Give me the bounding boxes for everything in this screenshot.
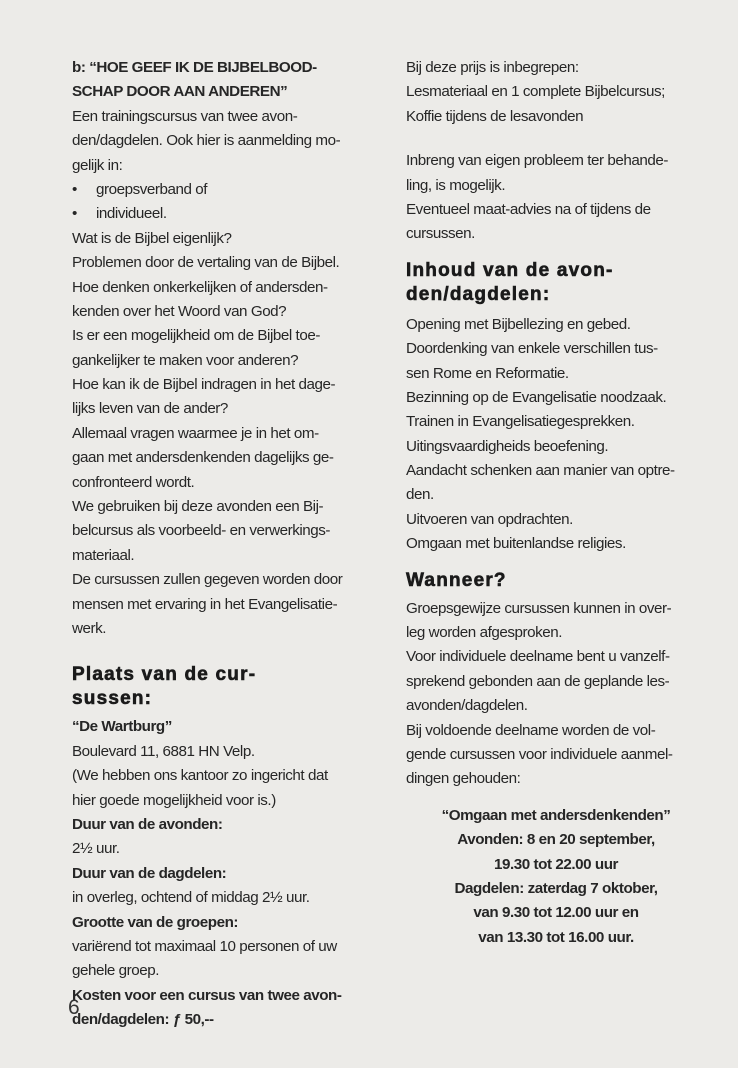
paragraph-line: Een trainingscursus van twee avon- bbox=[72, 107, 298, 125]
address: Boulevard 11, 6881 HN Velp. bbox=[72, 742, 255, 760]
bullet-item bbox=[72, 178, 392, 202]
heading-line: Wanneer? bbox=[406, 569, 507, 591]
heading-line: Inhoud van de avon- bbox=[406, 259, 614, 281]
paragraph-line: Hoe kan ik de Bijbel indragen in het dage- bbox=[72, 376, 336, 394]
extra-line: ling, is mogelijk. bbox=[406, 176, 506, 194]
cost: den/dagdelen: ƒ 50,-- bbox=[72, 1011, 214, 1029]
content-line: Bezinning op de Evangelisatie noodzaak. bbox=[406, 388, 667, 406]
included-line: Bij deze prijs is inbegrepen: bbox=[406, 59, 579, 76]
schedule-line: Avonden: 8 en 20 september, bbox=[457, 831, 655, 849]
heading-line: den/dagdelen: bbox=[406, 283, 551, 305]
when-line: leg worden afgesproken. bbox=[406, 624, 562, 642]
bullet-text: groepsverband of bbox=[96, 180, 208, 198]
bullet-icon: • bbox=[72, 180, 77, 198]
when-line: avonden/dagdelen. bbox=[406, 697, 528, 715]
duration-parts-label: Duur van de dagdelen: bbox=[72, 864, 227, 882]
paragraph-line: werk. bbox=[72, 619, 107, 637]
content-line: den. bbox=[406, 486, 434, 504]
paragraph-line: confronteerd wordt. bbox=[72, 473, 195, 491]
paragraph-line: materiaal. bbox=[72, 546, 135, 564]
section-title: SCHAP DOOR AAN ANDEREN” bbox=[72, 83, 288, 101]
content-line: Aandacht schenken aan manier van optre- bbox=[406, 462, 675, 480]
when-line: Bij voldoende deelname worden de vol- bbox=[406, 721, 656, 739]
content-list bbox=[406, 313, 726, 557]
when-heading bbox=[406, 569, 726, 593]
extra-line: Eventueel maat-advies na of tijdens de bbox=[406, 200, 651, 218]
schedule-block bbox=[406, 804, 706, 950]
paragraph-line: gelijk in: bbox=[72, 156, 123, 174]
paragraph-line: Wat is de Bijbel eigenlijk? bbox=[72, 229, 232, 247]
section-title: b: “HOE GEEF IK DE BIJBELBOOD- bbox=[72, 59, 317, 76]
content-line: Omgaan met buitenlandse religies. bbox=[406, 535, 626, 553]
heading-line: Plaats van de cur- bbox=[72, 664, 257, 686]
included-line: Lesmateriaal en 1 complete Bijbelcursus; bbox=[406, 83, 665, 101]
duration-parts: in overleg, ochtend of middag 2½ uur. bbox=[72, 889, 310, 907]
duration-evenings: 2½ uur. bbox=[72, 840, 120, 858]
bullet-icon: • bbox=[72, 205, 77, 223]
paragraph-line: We gebruiken bij deze avonden een Bij- bbox=[72, 498, 324, 516]
when-line: gende cursussen voor individuele aanmel- bbox=[406, 745, 673, 763]
left-column bbox=[72, 56, 392, 1032]
when-line: dingen gehouden: bbox=[406, 770, 521, 788]
extra-line: Inbreng van eigen probleem ter behande- bbox=[406, 152, 668, 170]
when-line: Groepsgewijze cursussen kunnen in over- bbox=[406, 599, 672, 617]
schedule-line: van 9.30 tot 12.00 uur en bbox=[473, 904, 639, 922]
extra-line: cursussen. bbox=[406, 225, 475, 243]
content-line: Uitvoeren van opdrachten. bbox=[406, 510, 573, 528]
group-size: gehele groep. bbox=[72, 962, 160, 980]
paragraph-line: Problemen door de vertaling van de Bijbel. bbox=[72, 254, 340, 272]
schedule-line: Dagdelen: zaterdag 7 oktober, bbox=[454, 879, 658, 897]
schedule-line: 19.30 tot 22.00 uur bbox=[494, 855, 618, 873]
content-heading bbox=[406, 259, 726, 307]
paragraph-line: belcursus als voorbeeld- en verwerkings- bbox=[72, 522, 331, 540]
paragraph-line: Is er een mogelijkheid om de Bijbel toe- bbox=[72, 327, 320, 345]
office-note: hier goede mogelijkheid voor is.) bbox=[72, 791, 276, 809]
right-column bbox=[406, 56, 726, 950]
paragraph-line: kenden over het Woord van God? bbox=[72, 302, 287, 320]
place-details bbox=[72, 715, 392, 1032]
place-name: “De Wartburg” bbox=[72, 718, 172, 736]
paragraph-line: Allemaal vragen waarmee je in het om- bbox=[72, 424, 319, 442]
content-line: Opening met Bijbellezing en gebed. bbox=[406, 315, 631, 333]
when-block bbox=[406, 597, 726, 792]
when-line: Voor individuele deelname bent u vanzelf- bbox=[406, 648, 670, 666]
office-note: (We hebben ons kantoor zo ingericht dat bbox=[72, 767, 328, 785]
group-size: variërend tot maximaal 10 personen of uw bbox=[72, 937, 337, 955]
paragraph-line: lijks leven van de ander? bbox=[72, 400, 228, 418]
content-line: Trainen in Evangelisatiegesprekken. bbox=[406, 413, 635, 431]
place-heading bbox=[72, 663, 392, 711]
paragraph-line: Hoe denken onkerkelijken of andersden- bbox=[72, 278, 328, 296]
paragraph-line: den/dagdelen. Ook hier is aanmelding mo- bbox=[72, 132, 341, 150]
schedule-line: van 13.30 tot 16.00 uur. bbox=[478, 928, 634, 946]
paragraph-line: gaan met andersdenkenden dagelijks ge- bbox=[72, 449, 334, 467]
duration-evenings-label: Duur van de avonden: bbox=[72, 815, 223, 833]
paragraph-line: gankelijker te maken voor anderen? bbox=[72, 351, 299, 369]
included-line: Koffie tijdens de lesavonden bbox=[406, 107, 584, 125]
schedule-line: “Omgaan met andersdenkenden” bbox=[441, 806, 671, 824]
page-number: 6 bbox=[68, 996, 80, 1019]
bullet-item bbox=[72, 202, 392, 226]
content-line: sen Rome en Reformatie. bbox=[406, 364, 569, 382]
paragraph-line: De cursussen zullen gegeven worden door bbox=[72, 571, 343, 589]
content-line: Doordenking van enkele verschillen tus- bbox=[406, 340, 658, 358]
when-line: sprekend gebonden aan de geplande les- bbox=[406, 672, 670, 690]
bullet-text: individueel. bbox=[96, 205, 167, 223]
extra-block bbox=[406, 149, 726, 247]
heading-line: sussen: bbox=[72, 688, 153, 710]
group-size-label: Grootte van de groepen: bbox=[72, 913, 239, 931]
paragraph-line: mensen met ervaring in het Evangelisatie- bbox=[72, 595, 338, 613]
cost: Kosten voor een cursus van twee avon- bbox=[72, 986, 342, 1004]
content-line: Uitingsvaardigheids beoefening. bbox=[406, 437, 609, 455]
